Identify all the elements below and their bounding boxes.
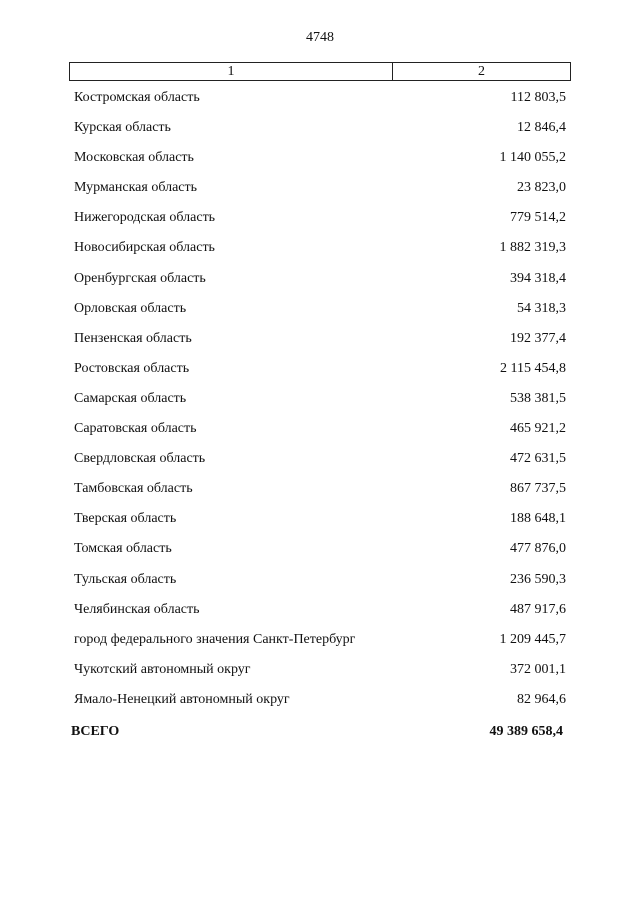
table-row <box>0 207 640 237</box>
region-value: 1 140 055,2 <box>499 150 566 166</box>
table-row <box>0 237 640 267</box>
region-value: 192 377,4 <box>510 330 566 346</box>
region-value: 465 921,2 <box>510 421 566 437</box>
table-row <box>0 599 640 629</box>
table-row <box>0 117 640 147</box>
region-value: 1 209 445,7 <box>499 631 566 647</box>
region-name: Челябинская область <box>74 601 200 617</box>
region-name: Саратовская область <box>74 421 197 437</box>
region-name: Нижегородская область <box>74 210 216 226</box>
region-value: 487 917,6 <box>510 601 566 617</box>
table-row <box>0 177 640 207</box>
table-row <box>0 538 640 568</box>
table-row <box>0 358 640 388</box>
region-name: Орловская область <box>74 300 187 316</box>
region-value: 538 381,5 <box>510 390 566 406</box>
table-header <box>69 62 571 81</box>
table-row <box>0 508 640 538</box>
region-value: 2 115 454,8 <box>500 360 566 376</box>
region-name: город федерального значения Санкт-Петербург <box>74 631 356 647</box>
region-value: 236 590,3 <box>510 571 566 587</box>
column-header-2: 2 <box>478 63 485 79</box>
table-row <box>0 478 640 508</box>
region-name: Пензенская область <box>74 330 192 346</box>
region-name: Ямало-Ненецкий автономный округ <box>74 691 290 707</box>
region-value: 867 737,5 <box>510 481 566 497</box>
region-value: 112 803,5 <box>510 90 566 105</box>
table-row <box>0 268 640 298</box>
table-row <box>0 388 640 418</box>
table-row <box>0 659 640 689</box>
region-name: Чукотский автономный округ <box>74 661 251 677</box>
region-name: Ростовская область <box>74 360 190 376</box>
region-value: 779 514,2 <box>510 210 566 226</box>
region-name: Томская область <box>74 541 172 557</box>
total-value: 49 389 658,4 <box>489 724 563 739</box>
table-row <box>0 147 640 177</box>
table-row <box>0 298 640 328</box>
table-body <box>0 87 640 719</box>
region-value: 472 631,5 <box>510 451 566 467</box>
region-name: Новосибирская область <box>74 240 215 256</box>
column-header-1: 1 <box>70 63 393 80</box>
table-row <box>0 689 640 719</box>
table-row <box>0 87 640 117</box>
region-name: Московская область <box>74 150 194 166</box>
region-name: Тверская область <box>74 511 177 527</box>
region-value: 1 882 319,3 <box>499 240 566 256</box>
table-row <box>0 629 640 659</box>
region-value: 394 318,4 <box>510 270 566 286</box>
page-number: 4748 <box>306 30 334 45</box>
region-name: Тамбовская область <box>74 481 193 497</box>
region-name: Мурманская область <box>74 180 198 196</box>
table-row <box>0 418 640 448</box>
total-row <box>0 724 640 744</box>
region-value: 23 823,0 <box>517 180 566 196</box>
region-value: 477 876,0 <box>510 541 566 557</box>
region-name: Самарская область <box>74 390 187 406</box>
region-value: 372 001,1 <box>510 661 566 677</box>
region-value: 54 318,3 <box>517 300 566 316</box>
region-name: Свердловская область <box>74 451 206 467</box>
table-row <box>0 328 640 358</box>
region-name: Тульская область <box>74 571 177 587</box>
region-value: 188 648,1 <box>510 511 566 527</box>
region-name: Курская область <box>74 120 171 136</box>
region-value: 82 964,6 <box>517 691 566 707</box>
region-value: 12 846,4 <box>517 120 566 136</box>
region-name: Оренбургская область <box>74 270 206 286</box>
table-row <box>0 569 640 599</box>
region-name: Костромская область <box>74 90 200 105</box>
table-row <box>0 448 640 478</box>
total-label: ВСЕГО <box>71 724 120 739</box>
